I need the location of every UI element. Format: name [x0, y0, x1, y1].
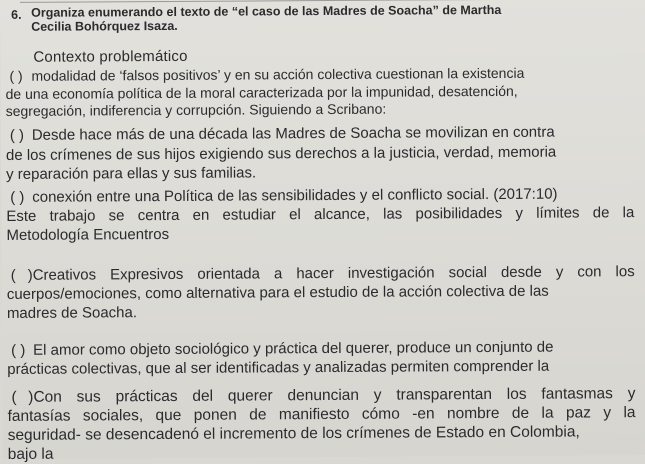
blank-parenthesis[interactable]: ( )	[11, 388, 34, 406]
item-line: y reparación para ellas y sus familias.	[6, 164, 257, 183]
item-line: segregación, indiferencia y corrupción. Siguiendo a Scribano:	[5, 100, 387, 119]
item-line: cuerpos/emociones, como alternativa para el estudio de la acción colectiva de las	[6, 282, 549, 303]
question-number: 6.	[11, 7, 22, 22]
item-line: seguridad- se desencadenó el incremento de los crímenes de Estado en Colombia,	[7, 423, 580, 444]
ordering-item-3	[6, 184, 634, 245]
ordering-item-6	[7, 384, 635, 464]
item-line: Metodología Encuentros	[6, 225, 170, 244]
item-text: Desde hace más de una década las Madres de Soacha se movilizan en contra	[31, 123, 555, 144]
item-text: El amor como objeto sociológico y práctica del querer, produce un conjunto de	[33, 338, 554, 359]
item-text: conexión entre una Política de las sensibilidades y el conflicto social. (2017:10)	[32, 185, 558, 206]
item-line: madres de Soacha.	[6, 304, 138, 322]
blank-parenthesis[interactable]: ( )	[9, 67, 23, 84]
item-line: de una economía política de la moral caracterizada por la impunidad, desatención,	[5, 82, 518, 102]
ordering-item-2	[6, 122, 634, 184]
ordering-item-1	[5, 64, 633, 120]
item-text: Con sus prácticas del querer denuncian y transparentan los fantasmas y	[33, 385, 636, 406]
blank-parenthesis[interactable]: ( )	[10, 266, 33, 284]
question-prompt	[31, 2, 631, 34]
blank-parenthesis[interactable]: ( )	[9, 126, 25, 144]
item-line: de los crímenes de sus hijos exigiendo sus derechos a la justicia, verdad, memoria	[5, 143, 557, 164]
section-title: Contexto problemático	[33, 47, 188, 66]
blank-parenthesis[interactable]: ( )	[10, 188, 25, 206]
item-line: bajo la	[7, 445, 54, 463]
question-prompt-line-1: Organiza enumerando el texto de “el caso de las Madres de Soacha” de Martha	[31, 2, 502, 20]
item-text: modalidad de ‘falsos positivos’ y en su acción colectiva cuestionan la existencia	[31, 64, 525, 84]
ordering-item-5	[7, 337, 635, 379]
item-line: fantasías sociales, que ponen de manifiesto cómo -en nombre de la paz y la	[7, 404, 636, 425]
item-text: Creativos Expresivos orientada a hacer investigación social desde y con los	[32, 263, 635, 284]
ordering-item-4	[7, 262, 635, 323]
blank-parenthesis[interactable]: ( )	[11, 341, 26, 359]
item-line: Este trabajo se centra en estudiar el alcance, las posibilidades y límites de la	[6, 204, 635, 225]
item-line: prácticas colectivas, que al ser identificadas y analizadas permiten comprender la	[7, 357, 550, 378]
question-prompt-line-2: Cecilia Bohórquez Isaza.	[31, 18, 178, 34]
